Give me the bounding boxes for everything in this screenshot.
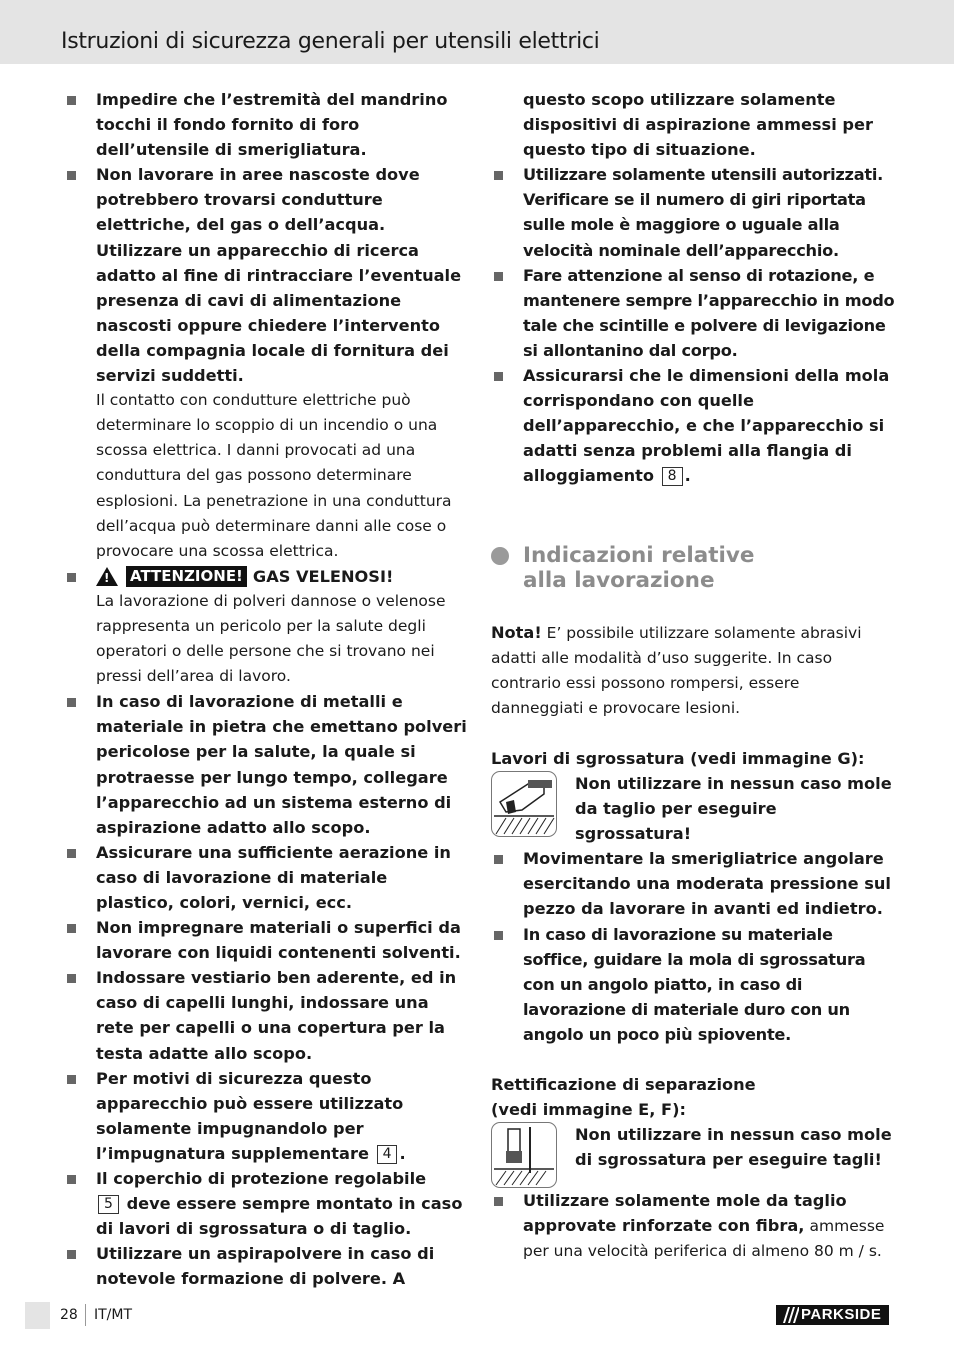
note-paragraph: Nota! E’ possibile utilizzare solamente abrasivi adatti alle modalità d’uso suggerite. In caso contrario essi possono rompersi, essere danneggiati e provocare lesioni. xyxy=(491,622,862,717)
reference-number: 4 xyxy=(377,1145,398,1164)
item-normal-text: Il contatto con condutture elettriche può determinare lo scoppio di un incendio o una scossa elettrica. I danni provocati ad una conduttura del gas possono determinare esplosioni. La penetrazione in una conduttura dell’acqua può determinare danni alle cose o provocare una scossa elettrica. xyxy=(96,391,452,560)
roughing-warning: Non utilizzare in nessun caso mole da taglio per eseguire sgrossatura! xyxy=(491,771,895,846)
list-item: Non impregnare materiali o superfici da lavorare con liquidi contenenti solventi. xyxy=(64,915,468,965)
warning-row xyxy=(96,564,468,589)
list-item-warning xyxy=(64,564,468,689)
bullet-square-icon xyxy=(67,974,76,983)
warning-text: La lavorazione di polveri dannose o velenose rappresenta un pericolo per la salute degli operatori o delle persone che si trovano nei pressi dell’area di lavoro. xyxy=(96,591,446,686)
logo-stripes-icon xyxy=(779,1305,799,1325)
cutting-heading: Rettificazione di separazione (vedi immagine E, F): xyxy=(491,1075,756,1120)
right-column xyxy=(491,87,895,1264)
list-item: Utilizzare solamente mole da taglio approvate rinforzate con fibra, ammesse per una velocità periferica di almeno 80 m / s. xyxy=(491,1188,895,1264)
footer-marker xyxy=(25,1302,50,1329)
brand-name: PARKSIDE xyxy=(801,1306,882,1323)
page-title: Istruzioni di sicurezza generali per utensili elettrici xyxy=(61,29,600,54)
page-number: 28 xyxy=(60,1307,78,1323)
roughing-grinder-icon xyxy=(491,771,557,837)
list-item: In caso di lavorazione su materiale soffice, guidare la mola di sgrossatura con un angolo piatto, in caso di lavorazione di materiale duro con un angolo un poco più spiovente. xyxy=(491,922,895,1047)
bullet-square-icon xyxy=(494,272,503,281)
bullet-square-icon xyxy=(494,1197,503,1206)
roughing-heading: Lavori di sgrossatura (vedi immagine G): xyxy=(491,748,865,768)
bullet-square-icon xyxy=(67,1250,76,1259)
note-label: Nota! xyxy=(491,622,542,642)
warning-label: ATTENZIONE! xyxy=(126,566,247,587)
list-item-continued: questo scopo utilizzare solamente dispositivi di aspirazione ammessi per questo tipo di situazione. xyxy=(523,90,873,160)
page-header xyxy=(0,0,954,64)
reference-number: 8 xyxy=(662,467,683,486)
list-item: Fare attenzione al senso di rotazione, e mantenere sempre l’apparecchio in modo tale che scintille e polvere di levigazione si allontanino dal corpo. xyxy=(491,263,895,363)
list-item: Per motivi di sicurezza questo apparecchio può essere utilizzato solamente impugnandolo per l’impugnatura supplementare 4 . xyxy=(64,1066,468,1166)
bullet-square-icon xyxy=(494,931,503,940)
list-item: Utilizzare solamente utensili autorizzati. Verificare se il numero di giri riportata sulle mole è maggiore o uguale alla velocità nominale dell’apparecchio. xyxy=(491,162,895,262)
bullet-square-icon xyxy=(67,171,76,180)
left-column xyxy=(64,87,468,1292)
list-item: Assicurarsi che le dimensioni della mola corrispondano con quelle dell’apparecchio, e che l’apparecchio si adatti senza problemi alla flangia di alloggiamento 8 . xyxy=(491,363,895,488)
footer-divider xyxy=(85,1304,86,1326)
warning-title: GAS VELENOSI! xyxy=(252,566,394,586)
section-heading: Indicazioni relative alla lavorazione xyxy=(491,543,895,593)
list-item: Impedire che l’estremità del mandrino tocchi il fondo fornito di foro dell’utensile di smerigliatura. xyxy=(64,87,468,162)
bullet-square-icon xyxy=(67,698,76,707)
cutting-warning: Non utilizzare in nessun caso mole di sgrossatura per eseguire tagli! xyxy=(491,1122,895,1188)
bullet-square-icon xyxy=(494,855,503,864)
list-item: Utilizzare un aspirapolvere in caso di notevole formazione di polvere. A xyxy=(64,1241,468,1291)
list-item: In caso di lavorazione di metalli e materiale in pietra che emettano polveri pericolose per la salute, la quale si protraesse per lungo tempo, collegare l’apparecchio ad un sistema esterno di aspirazione adatto allo scopo. xyxy=(64,689,468,840)
bullet-square-icon xyxy=(67,96,76,105)
warning-triangle-icon: ! xyxy=(96,567,118,586)
bullet-square-icon xyxy=(494,171,503,180)
brand-logo xyxy=(776,1305,889,1325)
bullet-square-icon xyxy=(494,372,503,381)
list-item: Assicurare una sufficiente aerazione in caso di lavorazione di materiale plastico, colori, vernici, ecc. xyxy=(64,840,468,915)
bullet-square-icon xyxy=(67,1075,76,1084)
bullet-square-icon xyxy=(67,573,76,582)
bullet-square-icon xyxy=(67,849,76,858)
list-item xyxy=(64,162,468,564)
list-item: Indossare vestiario ben aderente, ed in caso di capelli lunghi, indossare una rete per capelli o una copertura per la testa adatte allo scopo. xyxy=(64,965,468,1065)
section-dot-icon xyxy=(491,547,509,565)
reference-number: 5 xyxy=(98,1195,119,1214)
bullet-square-icon xyxy=(67,1175,76,1184)
item-bold-text: Non lavorare in aree nascoste dove potrebbero trovarsi condutture elettriche, del gas o dell’acqua. Utilizzare un apparecchio di ricerca adatto al fine di rintracciare l’eventuale presenza di cavi di alimentazione nascosti oppure chiedere l’intervento della compagnia locale di fornitura dei servizi suddetti. xyxy=(96,165,462,386)
list-item: Il coperchio di protezione regolabile 5 deve essere sempre montato in caso di lavori di sgrossatura o di taglio. xyxy=(64,1166,468,1241)
list-item: Movimentare la smerigliatrice angolare esercitando una moderata pressione sul pezzo da lavorare in avanti ed indietro. xyxy=(491,846,895,921)
cutting-disc-icon xyxy=(491,1122,557,1188)
language-code: IT/MT xyxy=(94,1307,133,1323)
bullet-square-icon xyxy=(67,924,76,933)
